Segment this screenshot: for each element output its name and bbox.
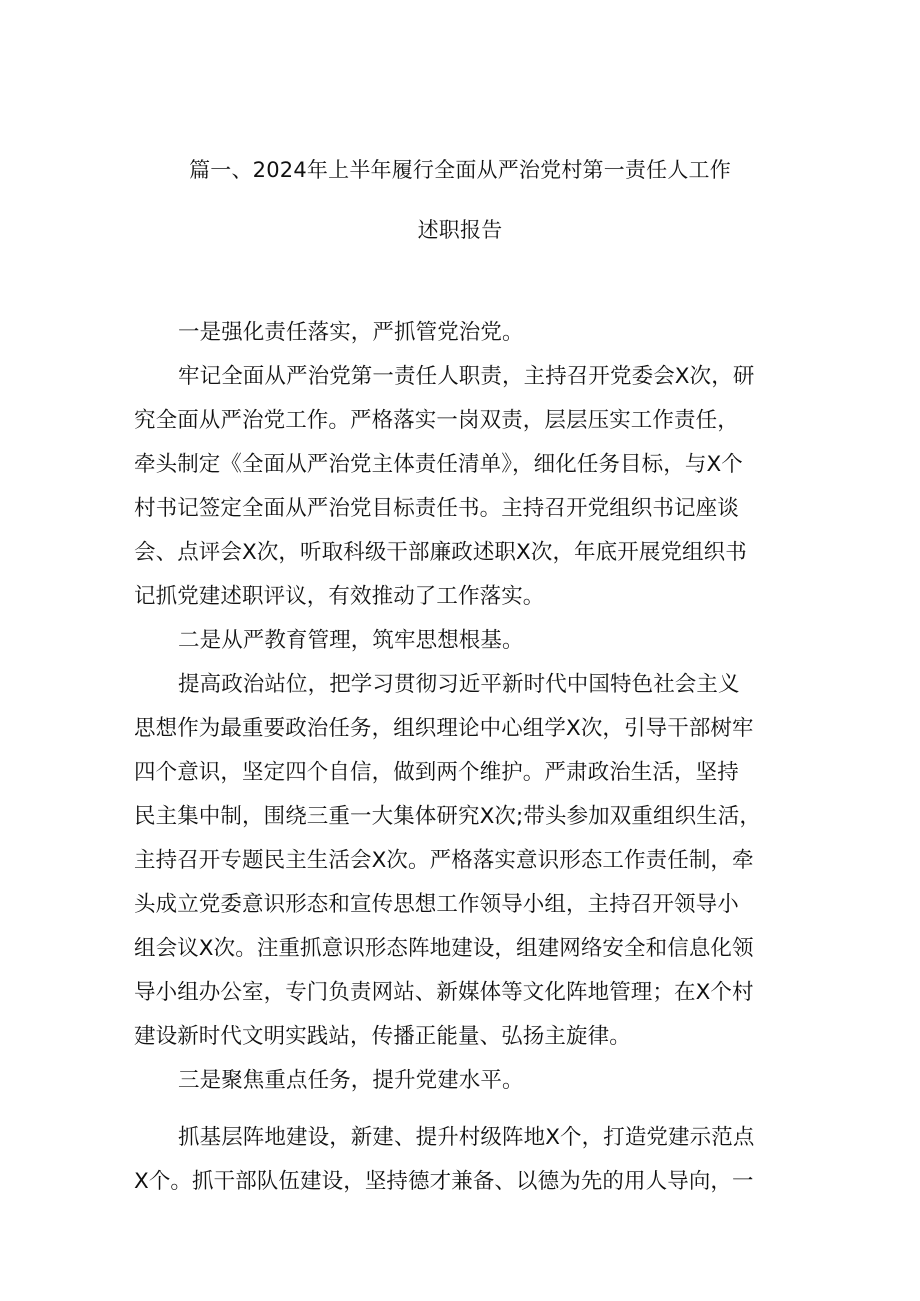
section-heading-3: 三是聚焦重点任务，提升党建水平。	[178, 1068, 524, 1093]
document-title-line-1: 篇一、2024年上半年履行全面从严治党村第一责任人工作	[189, 158, 731, 182]
paragraph-line: 思想作为最重要政治任务，组织理论中心组学X次，引导干部树牢	[134, 716, 754, 741]
paragraph-line: 导小组办公室，专门负责网站、新媒体等文化阵地管理；在X个村	[134, 980, 754, 1005]
paragraph-line: 抓基层阵地建设，新建、提升村级阵地X个，打造党建示范点	[178, 1125, 755, 1150]
paragraph-line: 四个意识，坚定四个自信，做到两个维护。严肃政治生活，坚持	[134, 760, 739, 785]
paragraph-line: 村书记签定全面从严治党目标责任书。主持召开党组织书记座谈	[134, 496, 739, 521]
paragraph-line: 建设新时代文明实践站，传播正能量、弘扬主旋律。	[134, 1024, 631, 1049]
paragraph-line: 牵头制定《全面从严治党主体责任清单》，细化任务目标，与X个	[134, 452, 743, 477]
paragraph-line: 头成立党委意识形态和宣传思想工作领导小组，主持召开领导小	[134, 892, 739, 917]
document-body	[134, 311, 796, 1103]
paragraph-line: 主持召开专题民主生活会X次。严格落实意识形态工作责任制，牵	[134, 848, 754, 873]
paragraph-line: 究全面从严治党工作。严格落实一岗双责，层层压实工作责任，	[134, 408, 739, 433]
paragraph-line: 组会议X次。注重抓意识形态阵地建设，组建网络安全和信息化领	[134, 936, 754, 961]
paragraph-line: X个。抓干部队伍建设，坚持德才兼备、以德为先的用人导向，一	[134, 1169, 754, 1194]
document-title-line-2: 述职报告	[417, 218, 503, 242]
document-body-continued	[134, 1116, 796, 1204]
section-heading-2: 二是从严教育管理，筑牢思想根基。	[178, 628, 524, 653]
paragraph-line: 会、点评会X次，听取科级干部廉政述职X次，年底开展党组织书	[134, 540, 747, 565]
section-heading-1: 一是强化责任落实，严抓管党治党。	[178, 320, 524, 345]
paragraph-line: 记抓党建述职评议，有效推动了工作落实。	[134, 584, 545, 609]
paragraph-line: 牢记全面从严治党第一责任人职责，主持召开党委会X次，研	[178, 364, 755, 389]
paragraph-line: 提高政治站位，把学习贯彻习近平新时代中国特色社会主义	[178, 672, 740, 697]
paragraph-line: 民主集中制，围绕三重一大集体研究X次;带头参加双重组织生活，	[134, 804, 761, 829]
